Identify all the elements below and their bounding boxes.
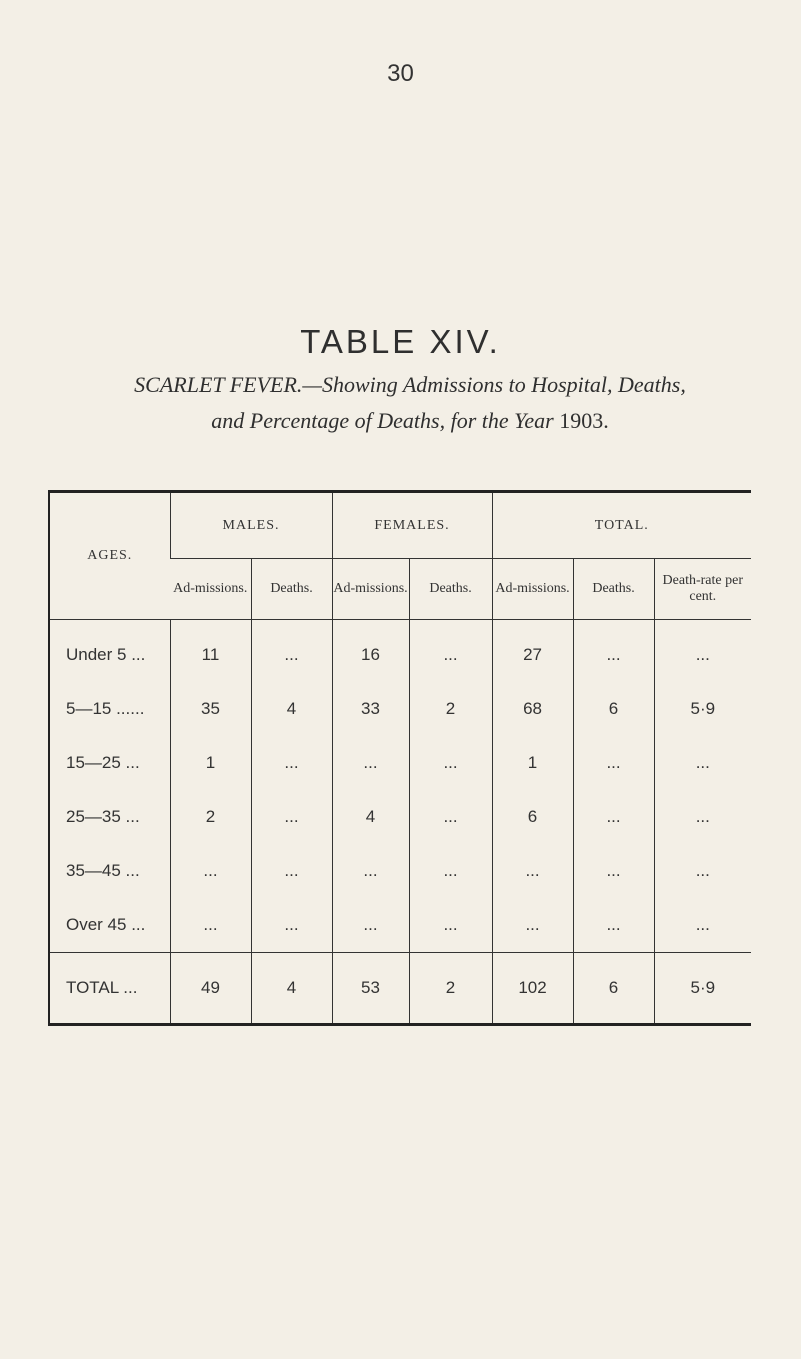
total-admissions-cell: 27	[492, 620, 573, 683]
females-deaths-cell: ...	[409, 620, 492, 683]
males-deaths-cell: ...	[251, 790, 332, 844]
females-admissions-cell: 33	[332, 682, 409, 736]
males-deaths-cell: ...	[251, 898, 332, 953]
males-admissions-cell: ...	[170, 898, 251, 953]
total-admissions-cell: 68	[492, 682, 573, 736]
females-deaths-cell: ...	[409, 790, 492, 844]
table-row	[49, 736, 751, 790]
age-cell: Over 45 ...	[66, 915, 146, 934]
females-header: FEMALES.	[332, 492, 492, 559]
males-deaths-cell: ...	[251, 844, 332, 898]
total-deaths-cell: ...	[573, 620, 654, 683]
caption-line-2-text: and Percentage of Deaths, for the Year	[211, 408, 554, 433]
total-deaths-cell: ...	[573, 898, 654, 953]
total-admissions-cell: 6	[492, 790, 573, 844]
total-deaths-cell: ...	[573, 790, 654, 844]
males-admissions-cell: 35	[170, 682, 251, 736]
age-cell: 35—45 ...	[66, 861, 140, 880]
females-deaths-cell: ...	[409, 898, 492, 953]
caption-line-2	[80, 403, 740, 439]
ages-header: AGES.	[49, 492, 170, 620]
totals-row	[49, 953, 751, 1025]
death-rate-cell: ...	[654, 736, 751, 790]
females-deaths-total: 2	[409, 953, 492, 1025]
total-admissions-cell: 1	[492, 736, 573, 790]
page-number: 30	[387, 60, 414, 87]
males-admissions-cell: 11	[170, 620, 251, 683]
table-row	[49, 620, 751, 683]
total-deaths-cell: 6	[573, 682, 654, 736]
death-rate-total: 5·9	[654, 953, 751, 1025]
age-cell: 25—35 ...	[66, 807, 140, 826]
females-admissions-cell: ...	[332, 898, 409, 953]
caption-line-1: SCARLET FEVER.—Showing Admissions to Hospital, Deaths,	[134, 372, 686, 397]
total-deaths-cell: ...	[573, 736, 654, 790]
males-admissions-header: Ad-missions.	[170, 559, 251, 620]
age-cell: 15—25 ...	[66, 753, 140, 772]
males-admissions-cell: 1	[170, 736, 251, 790]
females-admissions-cell: ...	[332, 736, 409, 790]
total-deaths-header: Deaths.	[573, 559, 654, 620]
total-admissions-cell: ...	[492, 898, 573, 953]
table-title: TABLE XIV.	[300, 323, 501, 360]
table-row	[49, 682, 751, 736]
age-cell: 5—15 ......	[66, 699, 145, 718]
total-header: TOTAL.	[492, 492, 751, 559]
females-admissions-cell: 16	[332, 620, 409, 683]
caption-year: 1903.	[559, 408, 609, 433]
males-admissions-cell: 2	[170, 790, 251, 844]
scarlet-fever-table	[48, 490, 751, 1026]
males-admissions-total: 49	[170, 953, 251, 1025]
death-rate-cell: ...	[654, 620, 751, 683]
males-deaths-cell: ...	[251, 736, 332, 790]
totals-label: TOTAL ...	[49, 953, 170, 1025]
death-rate-cell: ...	[654, 898, 751, 953]
females-deaths-cell: 2	[409, 682, 492, 736]
table-row	[49, 790, 751, 844]
table-row	[49, 898, 751, 953]
death-rate-header: Death-rate per cent.	[654, 559, 751, 620]
females-deaths-cell: ...	[409, 736, 492, 790]
females-deaths-header: Deaths.	[409, 559, 492, 620]
males-admissions-cell: ...	[170, 844, 251, 898]
death-rate-cell: 5·9	[654, 682, 751, 736]
females-deaths-cell: ...	[409, 844, 492, 898]
males-deaths-total: 4	[251, 953, 332, 1025]
age-cell: Under 5 ...	[66, 645, 146, 664]
males-deaths-cell: 4	[251, 682, 332, 736]
females-admissions-cell: 4	[332, 790, 409, 844]
table-row	[49, 844, 751, 898]
death-rate-cell: ...	[654, 790, 751, 844]
males-header: MALES.	[170, 492, 332, 559]
males-deaths-cell: ...	[251, 620, 332, 683]
total-admissions-cell: ...	[492, 844, 573, 898]
males-deaths-header: Deaths.	[251, 559, 332, 620]
total-deaths-cell: ...	[573, 844, 654, 898]
females-admissions-total: 53	[332, 953, 409, 1025]
females-admissions-cell: ...	[332, 844, 409, 898]
total-admissions-total: 102	[492, 953, 573, 1025]
females-admissions-header: Ad-missions.	[332, 559, 409, 620]
total-admissions-header: Ad-missions.	[492, 559, 573, 620]
death-rate-cell: ...	[654, 844, 751, 898]
total-deaths-total: 6	[573, 953, 654, 1025]
